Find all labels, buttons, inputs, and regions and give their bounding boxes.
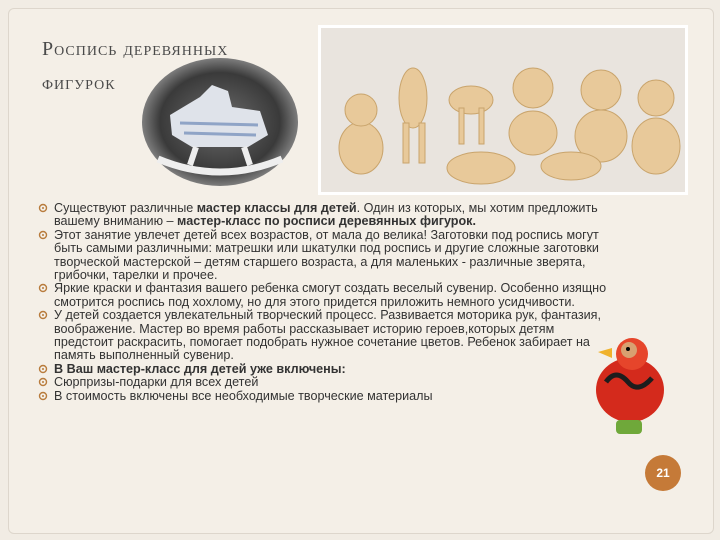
bullet-marker-icon	[38, 377, 48, 387]
bullet-marker-icon	[38, 283, 48, 293]
wooden-figures-photo	[318, 25, 688, 195]
title-line-1: Роспись деревянных	[42, 38, 229, 60]
bullet-marker-icon	[38, 391, 48, 401]
bullet-text: У детей создается увлекательный творческий процесс. Развивается моторика рук, фантазия, воображение. Мастер во время работы рассказывает историю героев,которых детям предстоит раскрасить, помогает подобрать нужное сочетание цветов. Ребенок забирает на память выполненный сувенир.	[54, 308, 601, 363]
bullet-item	[38, 390, 608, 403]
bullet-marker-icon	[38, 364, 48, 374]
bullet-text: Существуют различные мастер классы для детей. Один из которых, мы хотим предложить вашему вниманию – мастер-класс по росписи деревянных фигурок.	[54, 201, 598, 229]
bullet-text: Сюрпризы-подарки для всех детей	[54, 375, 259, 390]
bullet-text: Этот занятие увлечет детей всех возрастов, от мала до велика! Заготовки под роспись могут быть самыми различными: матрешки или шкатулки под роспись и другие сложные заготовки творческой мастерской – детям старшего возраста, а для маленьких - различные зверята, грибочки, тарелки и прочее.	[54, 227, 599, 283]
bullet-item	[38, 363, 608, 376]
bullet-item	[38, 282, 608, 309]
title-line-2: фигурок	[42, 72, 116, 94]
bullet-marker-icon	[38, 310, 48, 320]
bullet-list	[38, 202, 608, 403]
bullet-item	[38, 309, 608, 363]
rocking-horse-photo	[140, 55, 300, 190]
bullet-text: В стоимость включены все необходимые творческие материалы	[54, 388, 433, 403]
bullet-marker-icon	[38, 230, 48, 240]
bullet-item	[38, 229, 608, 283]
bullet-text: Яркие краски и фантазия вашего ребенка смогут создать веселый сувенир. Особенно изящно смотрится роспись под хохлому, но для этого придется приложить немного усидчивости.	[54, 281, 607, 309]
bullet-marker-icon	[38, 203, 48, 213]
page-number-badge: 21	[645, 455, 681, 491]
bullet-item	[38, 376, 608, 389]
bullet-item	[38, 202, 608, 229]
bullet-text: В Ваш мастер-класс для детей уже включены:	[54, 361, 346, 376]
